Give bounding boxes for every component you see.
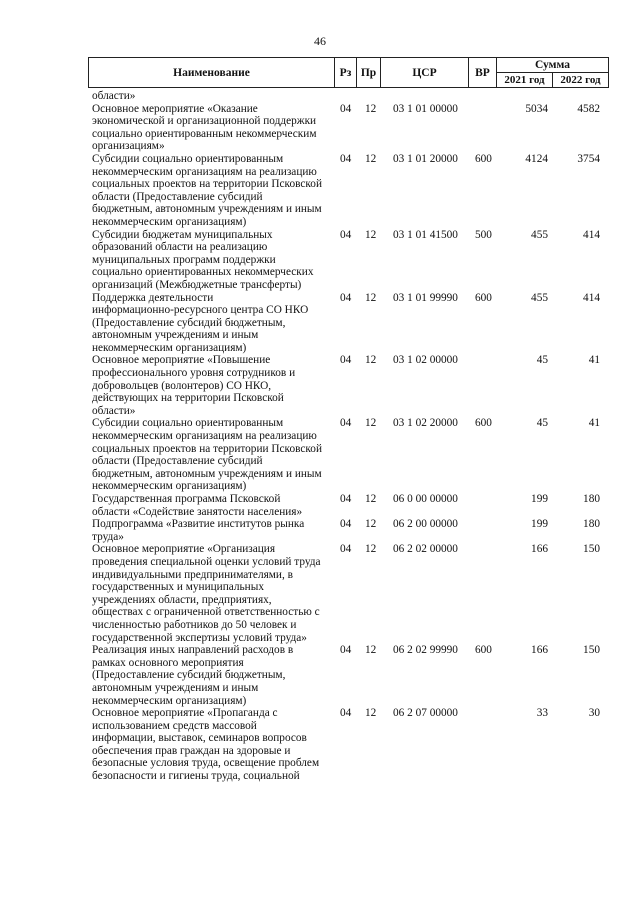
header-vr: ВР	[469, 58, 497, 88]
row-name-line: безопасности и гигиены труда, социальной	[92, 770, 300, 783]
row-name	[92, 644, 337, 707]
header-year-2022: 2022 год	[553, 73, 609, 88]
row-sum-2022: 150	[583, 644, 600, 657]
row-name	[92, 354, 337, 417]
table-header	[88, 57, 609, 88]
row-name-line: Основное мероприятие «Повышение	[92, 354, 271, 367]
row-name-line: Подпрограмма «Развитие институтов рынка	[92, 518, 305, 531]
row-name-line: образований области на реализацию	[92, 241, 268, 254]
row-name-line: некоммерческим организациям)	[92, 341, 247, 354]
row-name	[92, 518, 337, 543]
row-name-line: некоммерческим организациям)	[92, 480, 247, 493]
row-name-line: социальных проектов на территории Псковской	[92, 178, 322, 191]
row-pr: 12	[365, 644, 377, 657]
row-name	[92, 153, 337, 229]
row-name-line: государственных и муниципальных	[92, 581, 264, 594]
row-name-line: обществах с ограниченной ответственностью с	[92, 606, 320, 619]
row-name	[92, 417, 337, 493]
table-row	[92, 417, 608, 493]
row-sum-2021: 199	[531, 493, 548, 505]
header-pr: Пр	[357, 58, 381, 88]
row-sum-2021: 455	[531, 228, 548, 241]
row-name-line: информации, выставок, семинаров вопросов	[92, 732, 307, 745]
row-vr: 600	[475, 152, 492, 165]
row-name-line: добровольцев (волонтеров) СО НКО,	[92, 379, 272, 392]
table-row	[92, 103, 608, 153]
row-name-line: Государственная программа Псковской	[92, 493, 281, 505]
row-sum-2021: 33	[536, 707, 548, 720]
row-name-line: Реализация иных направлений расходов в	[92, 644, 294, 657]
row-rz: 04	[340, 417, 352, 430]
row-csr: 03 1 01 99990	[393, 291, 458, 304]
row-name	[92, 90, 337, 103]
row-name-line: Субсидии бюджетам муниципальных	[92, 228, 273, 241]
row-pr: 12	[365, 152, 377, 165]
table-row	[92, 644, 608, 707]
row-name-line: безопасные условия труда, освещение проблем	[92, 757, 320, 770]
row-pr: 12	[365, 543, 377, 556]
row-name-line: проведения специальной оценки условий труда	[92, 555, 321, 568]
row-vr: 600	[475, 291, 492, 304]
row-name-line: Основное мероприятие «Организация	[92, 543, 276, 556]
row-pr: 12	[365, 291, 377, 304]
row-name	[92, 292, 337, 355]
row-sum-2021: 455	[531, 291, 548, 304]
row-pr: 12	[365, 707, 377, 720]
row-csr: 03 1 01 00000	[393, 102, 458, 115]
row-name-line: некоммерческим организациям)	[92, 215, 247, 228]
row-csr: 06 2 00 00000	[393, 518, 458, 531]
row-csr: 03 1 02 00000	[393, 354, 458, 367]
row-sum-2021: 166	[531, 644, 548, 657]
header-sum: Сумма	[497, 58, 609, 73]
row-csr: 06 0 00 00000	[393, 493, 458, 505]
table-row	[92, 707, 608, 783]
row-sum-2022: 41	[588, 354, 600, 367]
table-row	[92, 518, 608, 543]
page-number: 46	[314, 34, 326, 48]
row-sum-2021: 4124	[525, 152, 548, 165]
row-name-line: учреждениях области, предприятиях,	[92, 593, 272, 606]
row-pr: 12	[365, 102, 377, 115]
row-name-line: области (Предоставление субсидий	[92, 455, 263, 468]
row-name-line: рамках основного мероприятия	[92, 656, 244, 669]
row-rz: 04	[340, 644, 352, 657]
table-row	[92, 354, 608, 417]
row-name-line: области»	[92, 404, 136, 417]
row-sum-2021: 199	[531, 518, 548, 531]
row-name	[92, 493, 337, 518]
table-row	[92, 229, 608, 292]
row-name-line: экономической и организационной поддержки	[92, 115, 317, 128]
row-name-line: действующих на территории Псковской	[92, 392, 284, 405]
row-sum-2021: 45	[536, 354, 548, 367]
row-name-line: бюджетным, автономным учреждениям и иным	[92, 203, 322, 216]
header-year-2021: 2021 год	[497, 73, 553, 88]
row-name-line: некоммерческим организациям на реализацию	[92, 165, 317, 178]
row-pr: 12	[365, 417, 377, 430]
row-name-line: информационно-ресурсного центра СО НКО	[92, 304, 309, 317]
row-pr: 12	[365, 228, 377, 241]
table-row	[92, 493, 608, 518]
row-csr: 06 2 02 99990	[393, 644, 458, 657]
header-rz: Рз	[335, 58, 357, 88]
table-row	[92, 543, 608, 644]
row-name-line: области»	[92, 90, 136, 102]
row-rz: 04	[340, 291, 352, 304]
row-sum-2022: 180	[583, 493, 600, 505]
row-name-line: Основное мероприятие «Оказание	[92, 102, 258, 115]
row-name	[92, 543, 337, 644]
row-sum-2021: 166	[531, 543, 548, 556]
table-row	[92, 292, 608, 355]
row-name-line: (Предоставление субсидий бюджетным,	[92, 669, 286, 682]
row-rz: 04	[340, 707, 352, 720]
row-pr: 12	[365, 354, 377, 367]
row-rz: 04	[340, 152, 352, 165]
row-sum-2022: 3754	[577, 152, 600, 165]
row-csr: 03 1 01 41500	[393, 228, 458, 241]
row-rz: 04	[340, 493, 352, 505]
row-csr: 06 2 02 00000	[393, 543, 458, 556]
row-name-line: использованием средств массовой	[92, 719, 257, 732]
row-rz: 04	[340, 354, 352, 367]
row-sum-2021: 45	[536, 417, 548, 430]
row-name-line: Поддержка деятельности	[92, 291, 214, 304]
row-name-line: организациям»	[92, 140, 165, 153]
row-name-line: профессионального уровня сотрудников и	[92, 367, 296, 380]
row-name-line: социальных проектов на территории Псковской	[92, 442, 322, 455]
row-name-line: Основное мероприятие «Пропаганда с	[92, 707, 278, 720]
row-sum-2022: 30	[588, 707, 600, 720]
row-name-line: бюджетным, автономным учреждениям и иным	[92, 467, 322, 480]
row-sum-2021: 5034	[525, 102, 548, 115]
table-row	[92, 153, 608, 229]
row-name-line: некоммерческим организациям на реализацию	[92, 430, 317, 443]
row-rz: 04	[340, 102, 352, 115]
row-name-line: социально ориентированных некоммерческих	[92, 266, 314, 279]
row-sum-2022: 414	[583, 228, 600, 241]
row-name	[92, 707, 337, 783]
row-name	[92, 103, 337, 153]
row-vr: 600	[475, 644, 492, 657]
header-csr: ЦСР	[381, 58, 469, 88]
row-rz: 04	[340, 518, 352, 531]
header-name: Наименование	[89, 58, 335, 88]
row-name-line: области «Содействие занятости населения»	[92, 505, 303, 518]
row-name-line: индивидуальными предпринимателями, в	[92, 568, 293, 581]
row-csr: 03 1 01 20000	[393, 152, 458, 165]
table-row	[92, 90, 608, 103]
row-name-line: муниципальных программ поддержки	[92, 253, 276, 266]
row-name-line: социально ориентированным некоммерческим	[92, 127, 317, 140]
row-csr: 06 2 07 00000	[393, 707, 458, 720]
row-name-line: некоммерческим организациям)	[92, 694, 247, 707]
row-sum-2022: 150	[583, 543, 600, 556]
row-name-line: Субсидии социально ориентированным	[92, 152, 284, 165]
row-name-line: организаций (Межбюджетные трансферты)	[92, 278, 302, 291]
row-pr: 12	[365, 493, 377, 505]
row-name-line: труда»	[92, 530, 124, 543]
row-vr: 600	[475, 417, 492, 430]
row-name-line: государственной экспертизы условий труда»	[92, 631, 307, 644]
table-body	[92, 90, 608, 783]
row-sum-2022: 180	[583, 518, 600, 531]
row-name-line: области (Предоставление субсидий	[92, 190, 263, 203]
row-name-line: автономным учреждениям и иным	[92, 329, 259, 342]
row-name-line: автономным учреждениям и иным	[92, 681, 259, 694]
row-pr: 12	[365, 518, 377, 531]
row-vr: 500	[475, 228, 492, 241]
row-name-line: численностью работников до 50 человек и	[92, 618, 297, 631]
row-sum-2022: 414	[583, 291, 600, 304]
row-name	[92, 229, 337, 292]
row-sum-2022: 41	[588, 417, 600, 430]
row-name-line: (Предоставление субсидий бюджетным,	[92, 316, 286, 329]
row-rz: 04	[340, 543, 352, 556]
row-sum-2022: 4582	[577, 102, 600, 115]
row-name-line: обеспечения прав граждан на здоровые и	[92, 744, 291, 757]
row-name-line: Субсидии социально ориентированным	[92, 417, 284, 430]
row-csr: 03 1 02 20000	[393, 417, 458, 430]
row-rz: 04	[340, 228, 352, 241]
